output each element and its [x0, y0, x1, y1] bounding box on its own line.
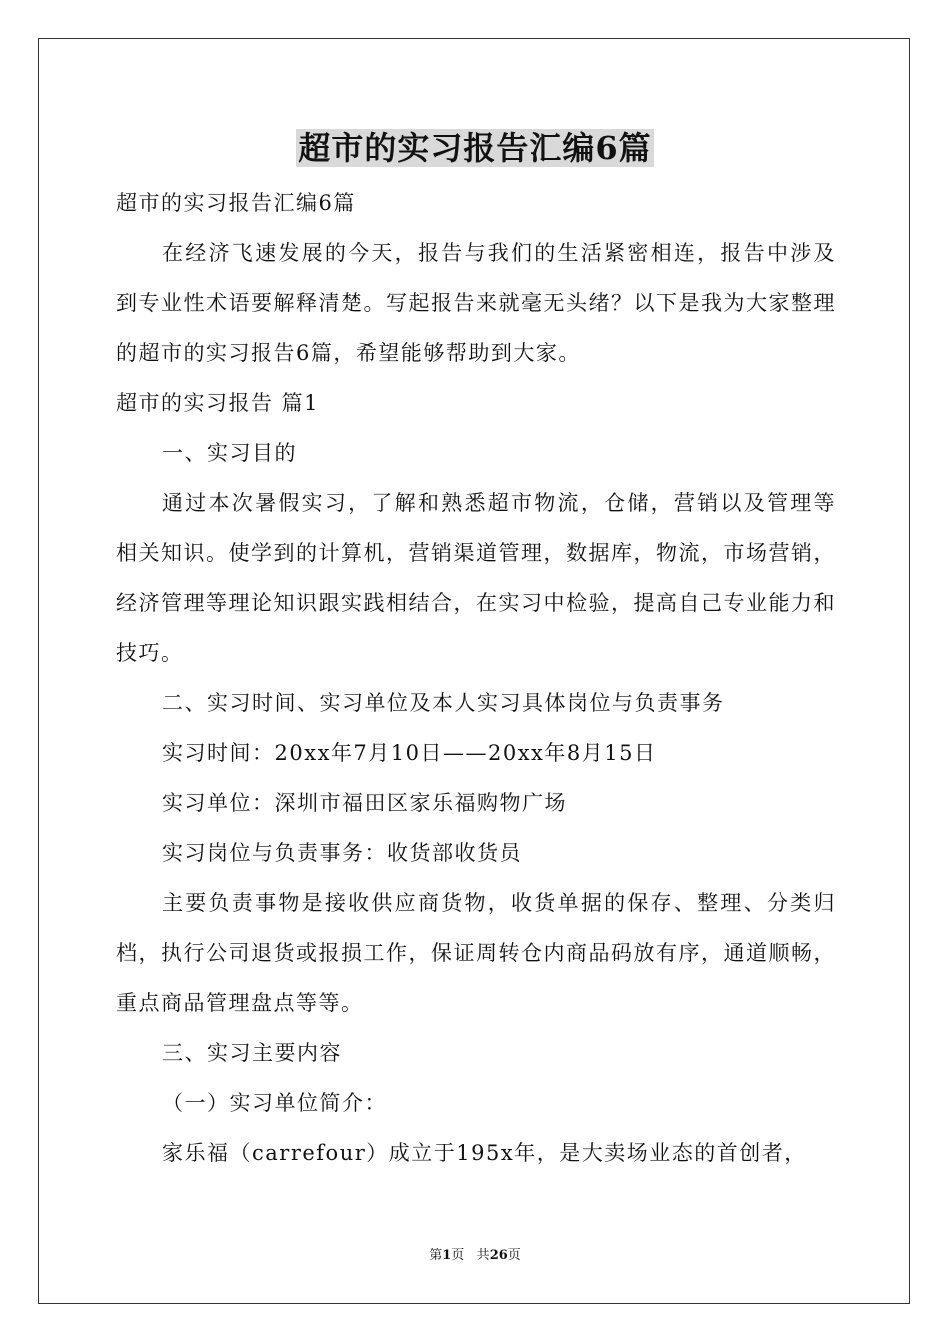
- paragraph: 实习时间：20xx年7月10日——20xx年8月15日: [162, 741, 657, 765]
- page-prefix: 第: [429, 1248, 443, 1263]
- total-pages: 26: [489, 1248, 508, 1263]
- document-title-text: 超市的实习报告汇编6篇: [298, 129, 652, 167]
- paragraph: 在经济飞速发展的今天，报告与我们的生活紧密相连，报告中涉及到专业性术语要解释清楚。写起报告来就毫无头绪？以下是我为大家整理的超市的实习报告6篇，希望能够帮助到大家。: [116, 241, 836, 365]
- paragraph: 二、实习时间、实习单位及本人实习具体岗位与负责事务: [162, 691, 725, 715]
- paragraph: 三、实习主要内容: [162, 1041, 342, 1065]
- document-body: [116, 178, 836, 1178]
- paragraph: 家乐福（carrefour）成立于195x年，是大卖场业态的首创者，: [162, 1141, 807, 1165]
- page-number: 1: [442, 1248, 452, 1263]
- paragraph: （一）实习单位简介：: [162, 1091, 387, 1115]
- paragraph: 实习单位：深圳市福田区家乐福购物广场: [162, 791, 567, 815]
- total-suffix: 页: [507, 1248, 521, 1263]
- total-prefix: 共: [476, 1248, 490, 1263]
- paragraph: 主要负责事物是接收供应商货物，收货单据的保存、整理、分类归档，执行公司退货或报损工作，保证周转仓内商品码放有序，通道顺畅，重点商品管理盘点等等。: [116, 891, 836, 1015]
- paragraph: 通过本次暑假实习，了解和熟悉超市物流，仓储，营销以及管理等相关知识。使学到的计算机，营销渠道管理，数据库，物流，市场营销，经济管理等理论知识跟实践相结合，在实习中检验，提高自己专业能力和技巧。: [116, 491, 836, 665]
- paragraph: 超市的实习报告 篇1: [116, 391, 320, 415]
- page-footer: [0, 1246, 950, 1266]
- paragraph: 一、实习目的: [162, 441, 297, 465]
- page-suffix: 页: [451, 1248, 465, 1263]
- paragraph: 超市的实习报告汇编6篇: [116, 191, 356, 215]
- document-title: [0, 124, 950, 172]
- paragraph: 实习岗位与负责事务：收货部收货员: [162, 841, 522, 865]
